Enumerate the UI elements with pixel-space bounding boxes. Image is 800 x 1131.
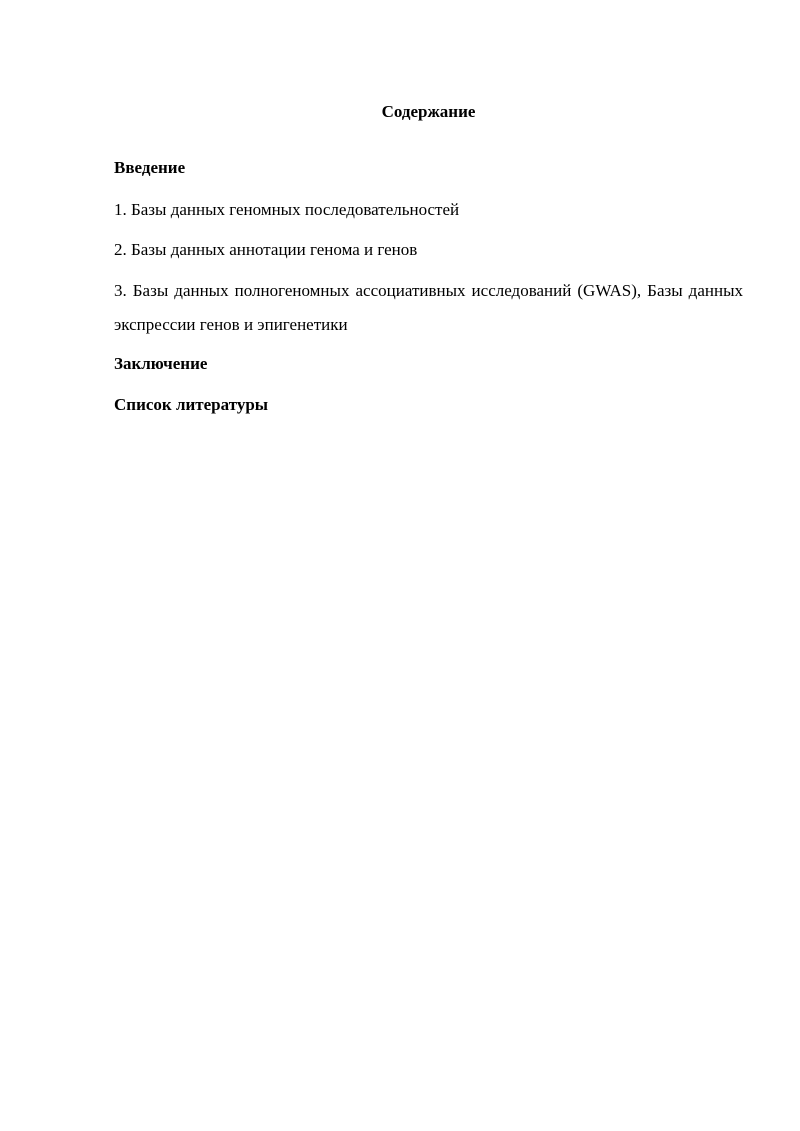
toc-entry-conclusion: Заключение xyxy=(114,354,208,373)
toc-entry-section-2: 2. Базы данных аннотации генома и генов xyxy=(114,240,418,259)
toc-entry-references: Список литературы xyxy=(114,395,269,414)
toc-title: Содержание xyxy=(381,102,476,121)
toc-entry-introduction: Введение xyxy=(114,158,186,177)
toc-entry-section-3: 3. Базы данных полногеномных ассоциативных исследований (GWAS), Базы данных экспрессии генов и эпигенетики xyxy=(114,281,743,334)
toc-entry-section-1: 1. Базы данных геномных последовательностей xyxy=(114,200,460,219)
